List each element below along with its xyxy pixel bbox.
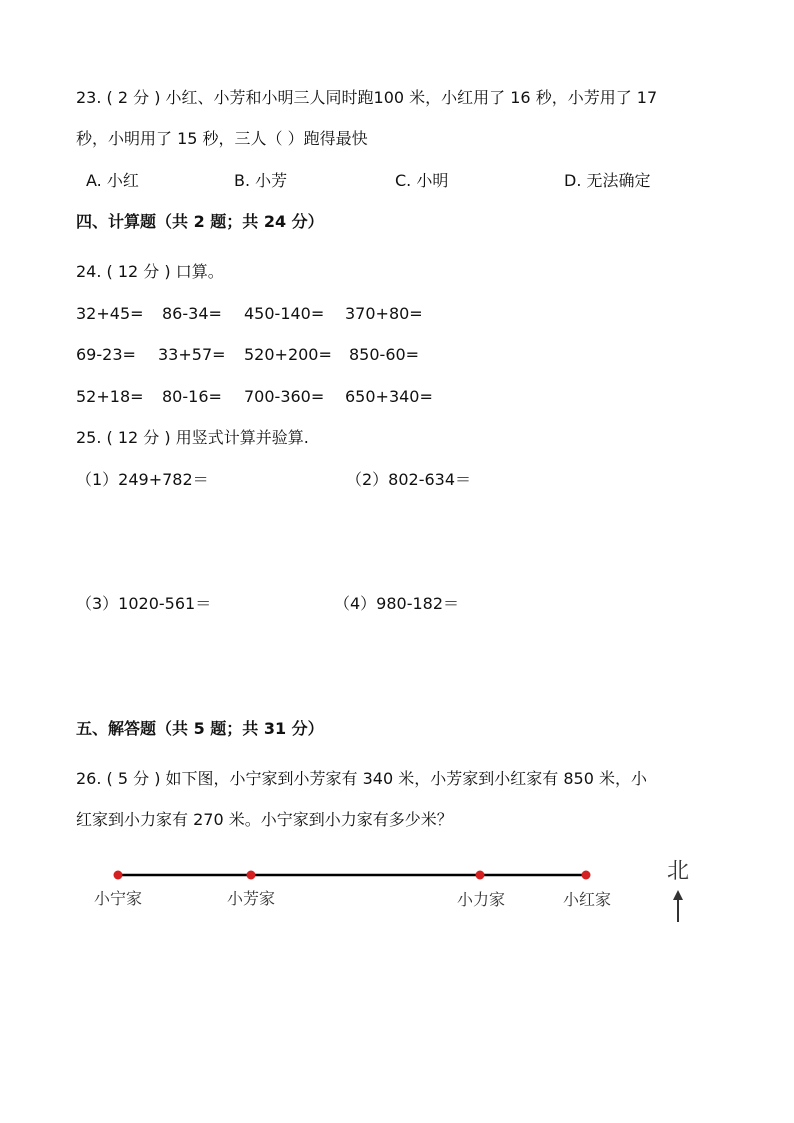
q24-r1-c2: 86-34=	[162, 304, 222, 323]
point-xiaohong	[582, 871, 591, 880]
label-xiaoning: 小宁家	[93, 889, 143, 908]
point-xiaoli	[476, 871, 485, 880]
section-4-title: 四、计算题（共 2 题；共 24 分）	[76, 212, 324, 231]
q25-item-2: （2）802-634＝	[346, 470, 472, 489]
label-xiaofang: 小芳家	[226, 889, 276, 908]
q24-r3-c3: 700-360=	[244, 387, 325, 406]
q24-r2-c1: 69-23=	[76, 345, 136, 364]
q25-title: 25. ( 12 分 ) 用竖式计算并验算.	[76, 428, 309, 447]
q23-option-a: A. 小红	[86, 171, 139, 190]
q24-title: 24. ( 12 分 ) 口算。	[76, 262, 224, 281]
q24-r2-c3: 520+200=	[244, 345, 332, 364]
point-xiaoning	[114, 871, 123, 880]
route-svg	[80, 850, 720, 940]
route-diagram	[80, 850, 720, 940]
q25-item-3: （3）1020-561＝	[76, 594, 212, 613]
section-5-title: 五、解答题（共 5 题；共 31 分）	[76, 719, 324, 738]
label-xiaohong: 小红家	[562, 890, 612, 909]
q23-option-d: D. 无法确定	[564, 171, 651, 190]
q25-item-1: （1）249+782＝	[76, 470, 209, 489]
q23-option-c: C. 小明	[395, 171, 449, 190]
q23-line2: 秒，小明用了 15 秒，三人（ ）跑得最快	[76, 129, 368, 148]
q24-r3-c2: 80-16=	[162, 387, 222, 406]
north-label: 北	[666, 859, 690, 884]
q24-r1-c1: 32+45=	[76, 304, 144, 323]
q24-r2-c2: 33+57=	[158, 345, 226, 364]
q26-line2: 红家到小力家有 270 米。小宁家到小力家有多少米？	[76, 810, 453, 829]
q23-line1: 23. ( 2 分 ) 小红、小芳和小明三人同时跑100 米，小红用了 16 秒，小芳用了 17	[76, 88, 658, 107]
label-xiaoli: 小力家	[456, 890, 506, 909]
q24-r1-c3: 450-140=	[244, 304, 325, 323]
q24-r2-c4: 850-60=	[349, 345, 420, 364]
q26-line1: 26. ( 5 分 ) 如下图，小宁家到小芳家有 340 米，小芳家到小红家有 850 米，小	[76, 769, 647, 788]
q25-item-4: （4）980-182＝	[334, 594, 460, 613]
q24-r3-c4: 650+340=	[345, 387, 433, 406]
point-xiaofang	[247, 871, 256, 880]
north-arrow-icon	[673, 890, 683, 900]
q24-r1-c4: 370+80=	[345, 304, 423, 323]
q23-option-b: B. 小芳	[234, 171, 288, 190]
q24-r3-c1: 52+18=	[76, 387, 144, 406]
